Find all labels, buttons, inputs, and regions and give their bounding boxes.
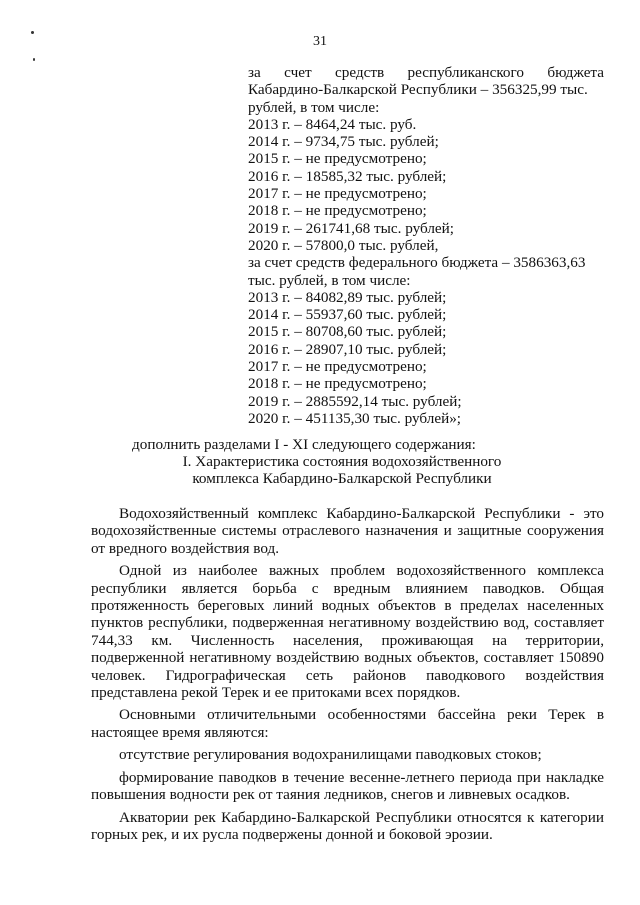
funding-block (248, 64, 604, 427)
paragraph: Водохозяйственный комплекс Кабардино-Балкарской Республики - это водохозяйственные системы отраслевого назначения и защитные сооружения от вредного воздействия вод. (91, 505, 604, 557)
scan-speck (33, 58, 35, 61)
republic-year-item: 2018 г. – не предусмотрено; (248, 202, 427, 220)
paragraph: Акватории рек Кабардино-Балкарской Республики относятся к категории горных рек, и их русла подвержены донной и боковой эрозии. (91, 808, 604, 843)
federal-year-item: 2015 г. – 80708,60 тыс. рублей; (248, 323, 447, 341)
federal-year-item: 2018 г. – не предусмотрено; (248, 375, 427, 393)
section-heading-line: I. Характеристика состояния водохозяйственного (182, 453, 502, 470)
body-text (91, 505, 604, 848)
republic-year-item: 2020 г. – 57800,0 тыс. рублей, (248, 236, 439, 254)
paragraph: Основными отличительными особенностями бассейна реки Терек в настоящее время являются: (91, 706, 604, 741)
federal-funding-line: за счет средств федерального бюджета – 3586363,63 (248, 254, 586, 272)
republic-funding-line: рублей, в том числе: (248, 98, 380, 116)
republic-year-item: 2016 г. – 18585,32 тыс. рублей; (248, 167, 447, 185)
page-number: 31 (313, 34, 327, 49)
amendment-line: дополнить разделами I - XI следующего содержания: (132, 436, 476, 453)
republic-year-item: 2014 г. – 9734,75 тыс. рублей; (248, 133, 439, 151)
republic-year-item: 2019 г. – 261741,68 тыс. рублей; (248, 219, 454, 237)
federal-year-item: 2017 г. – не предусмотрено; (248, 358, 427, 376)
federal-funding-line: тыс. рублей, в том числе: (248, 271, 411, 289)
federal-year-item: 2020 г. – 451135,30 тыс. рублей»; (248, 409, 462, 427)
federal-year-item: 2013 г. – 84082,89 тыс. рублей; (248, 288, 447, 306)
republic-year-item: 2015 г. – не предусмотрено; (248, 150, 427, 168)
paragraph: формирование паводков в течение весенне-летнего периода при накладке повышения водности рек от таяния ледников, снегов и ливневых осадков. (91, 768, 604, 804)
republic-year-item: 2013 г. – 8464,24 тыс. руб. (248, 115, 417, 133)
federal-year-item: 2016 г. – 28907,10 тыс. рублей; (248, 340, 447, 358)
republic-funding-line: за счет средств республиканского бюджета (248, 64, 604, 81)
section-heading-line: комплекса Кабардино-Балкарской Республики (192, 470, 492, 488)
paragraph: Одной из наиболее важных проблем водохозяйственного комплекса республики является борьба с вредным влиянием паводков. Общая протяженность береговых линий водных объектов в пределах населенных пунктов республики, подверженная негативному воздействию вод, составляет 744,33 км. Численность населения, проживающая на территории, подверженной негативному воздействию водных объектов, составляет 150890 человек. Гидрографическая сеть районов паводкового воздействия представлена рекой Терек и ее притоками всех порядков. (91, 562, 604, 702)
paragraph: отсутствие регулирования водохранилищами паводковых стоков; (119, 746, 542, 764)
republic-year-item: 2017 г. – не предусмотрено; (248, 185, 427, 203)
republic-funding-line: Кабардино-Балкарской Республики – 356325,99 тыс. (248, 81, 588, 99)
section-heading (0, 453, 640, 488)
federal-year-item: 2019 г. – 2885592,14 тыс. рублей; (248, 392, 462, 410)
federal-year-item: 2014 г. – 55937,60 тыс. рублей; (248, 306, 447, 324)
